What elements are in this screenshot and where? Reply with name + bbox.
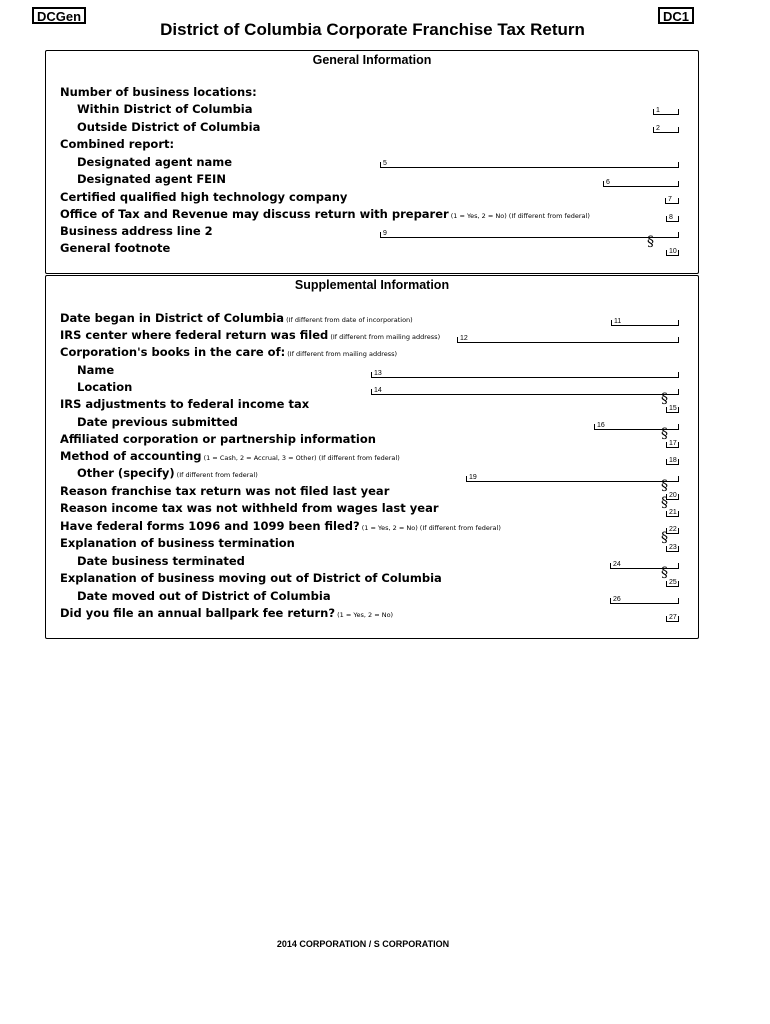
field-number: 18 bbox=[669, 457, 677, 464]
general-row-label bbox=[60, 137, 174, 151]
form-id-tag-right: DC1 bbox=[658, 7, 694, 24]
input-field-9[interactable] bbox=[380, 232, 679, 238]
field-label: Within District of Columbia bbox=[77, 102, 253, 116]
field-number: 5 bbox=[383, 160, 387, 167]
field-note: (1 = Yes, 2 = No) bbox=[335, 611, 394, 619]
field-note: (If different from mailing address) bbox=[328, 333, 441, 341]
field-number: 13 bbox=[374, 370, 382, 377]
field-label: Date business terminated bbox=[77, 554, 245, 568]
input-field-8[interactable] bbox=[666, 216, 679, 222]
field-number: 8 bbox=[669, 214, 673, 221]
input-field-24[interactable] bbox=[610, 563, 679, 569]
field-number: 2 bbox=[656, 125, 660, 132]
section-symbol-icon[interactable]: § bbox=[661, 478, 668, 494]
field-label: IRS center where federal return was filed bbox=[60, 328, 329, 342]
field-label: Other (specify) bbox=[77, 466, 175, 480]
general-information-section bbox=[45, 50, 699, 274]
page-footer: 2014 CORPORATION / S CORPORATION bbox=[276, 939, 450, 949]
field-number: 7 bbox=[668, 196, 672, 203]
section-symbol-icon[interactable]: § bbox=[661, 495, 668, 511]
field-label: Corporation's books in the care of: bbox=[60, 345, 286, 359]
field-number: 15 bbox=[669, 405, 677, 412]
field-label: Location bbox=[77, 380, 133, 394]
supplemental-row-label bbox=[77, 380, 132, 394]
input-field-13[interactable] bbox=[371, 372, 679, 378]
general-row-label bbox=[77, 120, 260, 134]
field-label: Office of Tax and Revenue may discuss return with preparer bbox=[60, 207, 449, 221]
field-number: 11 bbox=[614, 318, 622, 325]
field-number: 21 bbox=[669, 509, 677, 516]
section-symbol-icon[interactable]: § bbox=[661, 391, 668, 407]
supplemental-row-label bbox=[77, 554, 245, 568]
form-id-tag-left: DCGen bbox=[32, 7, 86, 24]
field-number: 1 bbox=[656, 107, 660, 114]
input-field-21[interactable] bbox=[666, 511, 679, 517]
supplemental-row-label bbox=[60, 345, 397, 361]
supplemental-row-label bbox=[60, 501, 439, 515]
supplemental-row-label bbox=[77, 466, 258, 482]
field-label: Date previous submitted bbox=[77, 415, 238, 429]
field-label: IRS adjustments to federal income tax bbox=[60, 397, 310, 411]
field-label: Have federal forms 1096 and 1099 been filed? bbox=[60, 519, 360, 533]
supplemental-row-label bbox=[77, 589, 331, 603]
supplemental-row-label bbox=[60, 606, 393, 622]
input-field-12[interactable] bbox=[457, 337, 679, 343]
field-note: (1 = Yes, 2 = No) (If different from federal) bbox=[448, 212, 590, 220]
input-field-23[interactable] bbox=[666, 546, 679, 552]
page-title: District of Columbia Corporate Franchise Tax Return bbox=[160, 20, 585, 39]
field-label: Date began in District of Columbia bbox=[60, 311, 285, 325]
field-label: Combined report: bbox=[60, 137, 175, 151]
field-label: General footnote bbox=[60, 241, 171, 255]
general-row-label bbox=[60, 207, 590, 223]
field-label: Reason franchise tax return was not filed last year bbox=[60, 484, 390, 498]
input-field-25[interactable] bbox=[666, 581, 679, 587]
input-field-1[interactable] bbox=[653, 109, 679, 115]
field-label: Reason income tax was not withheld from wages last year bbox=[60, 501, 439, 515]
field-note: (If different from mailing address) bbox=[285, 350, 398, 358]
input-field-5[interactable] bbox=[380, 162, 679, 168]
input-field-26[interactable] bbox=[610, 598, 679, 604]
field-number: 19 bbox=[469, 474, 477, 481]
supplemental-row-label bbox=[60, 571, 442, 585]
field-number: 25 bbox=[669, 579, 677, 586]
field-label: Method of accounting bbox=[60, 449, 202, 463]
supplemental-information-section bbox=[45, 275, 699, 639]
field-number: 22 bbox=[669, 526, 677, 533]
field-note: (1 = Cash, 2 = Accrual, 3 = Other) (If different from federal) bbox=[201, 454, 400, 462]
field-number: 12 bbox=[460, 335, 468, 342]
supplemental-row-label bbox=[60, 449, 400, 465]
field-number: 27 bbox=[669, 614, 677, 621]
input-field-27[interactable] bbox=[666, 616, 679, 622]
field-label: Business address line 2 bbox=[60, 224, 213, 238]
supplemental-row-label bbox=[77, 363, 114, 377]
field-note: (1 = Yes, 2 = No) (If different from federal) bbox=[359, 524, 501, 532]
general-row-label bbox=[60, 224, 213, 238]
field-label: Explanation of business moving out of District of Columbia bbox=[60, 571, 442, 585]
input-field-17[interactable] bbox=[666, 442, 679, 448]
field-label: Designated agent name bbox=[77, 155, 233, 169]
general-row-label bbox=[77, 102, 253, 116]
supplemental-row-label bbox=[60, 432, 376, 446]
input-field-10[interactable] bbox=[666, 250, 679, 256]
field-number: 24 bbox=[613, 561, 621, 568]
supplemental-row-label bbox=[60, 397, 309, 411]
field-number: 20 bbox=[669, 492, 677, 499]
field-label: Name bbox=[77, 363, 115, 377]
supplemental-row-label bbox=[60, 311, 413, 327]
field-label: Date moved out of District of Columbia bbox=[77, 589, 331, 603]
supplemental-row-label bbox=[77, 415, 238, 429]
input-field-18[interactable] bbox=[666, 459, 679, 465]
input-field-14[interactable] bbox=[371, 389, 679, 395]
section-symbol-icon[interactable]: § bbox=[647, 234, 654, 250]
field-label: Did you file an annual ballpark fee return? bbox=[60, 606, 336, 620]
field-number: 6 bbox=[606, 179, 610, 186]
field-label: Affiliated corporation or partnership information bbox=[60, 432, 376, 446]
general-row-label bbox=[60, 85, 257, 99]
supplemental-row-label bbox=[60, 328, 440, 344]
input-field-15[interactable] bbox=[666, 407, 679, 413]
field-number: 26 bbox=[613, 596, 621, 603]
general-row-label bbox=[77, 155, 232, 169]
supplemental-row-label bbox=[60, 519, 501, 535]
section-symbol-icon[interactable]: § bbox=[661, 426, 668, 442]
section-symbol-icon[interactable]: § bbox=[661, 530, 668, 546]
input-field-2[interactable] bbox=[653, 127, 679, 133]
section-title-supplemental: Supplemental Information bbox=[294, 278, 450, 292]
supplemental-row-label bbox=[60, 536, 295, 550]
field-label: Explanation of business termination bbox=[60, 536, 295, 550]
field-note: (If different from date of incorporation) bbox=[284, 316, 413, 324]
field-number: 16 bbox=[597, 422, 605, 429]
field-label: Outside District of Columbia bbox=[77, 120, 261, 134]
input-field-7[interactable] bbox=[665, 198, 679, 204]
general-row-label bbox=[60, 190, 347, 204]
field-label: Number of business locations: bbox=[60, 85, 257, 99]
field-number: 10 bbox=[669, 248, 677, 255]
section-title-general: General Information bbox=[312, 53, 432, 67]
section-symbol-icon[interactable]: § bbox=[661, 565, 668, 581]
input-field-11[interactable] bbox=[611, 320, 679, 326]
field-number: 23 bbox=[669, 544, 677, 551]
field-label: Certified qualified high technology company bbox=[60, 190, 348, 204]
general-row-label bbox=[60, 241, 170, 255]
input-field-19[interactable] bbox=[466, 476, 679, 482]
field-label: Designated agent FEIN bbox=[77, 172, 226, 186]
supplemental-row-label bbox=[60, 484, 389, 498]
field-number: 17 bbox=[669, 440, 677, 447]
input-field-6[interactable] bbox=[603, 181, 679, 187]
general-row-label bbox=[77, 172, 226, 186]
field-number: 14 bbox=[374, 387, 382, 394]
field-note: (If different from federal) bbox=[174, 471, 258, 479]
field-number: 9 bbox=[383, 230, 387, 237]
